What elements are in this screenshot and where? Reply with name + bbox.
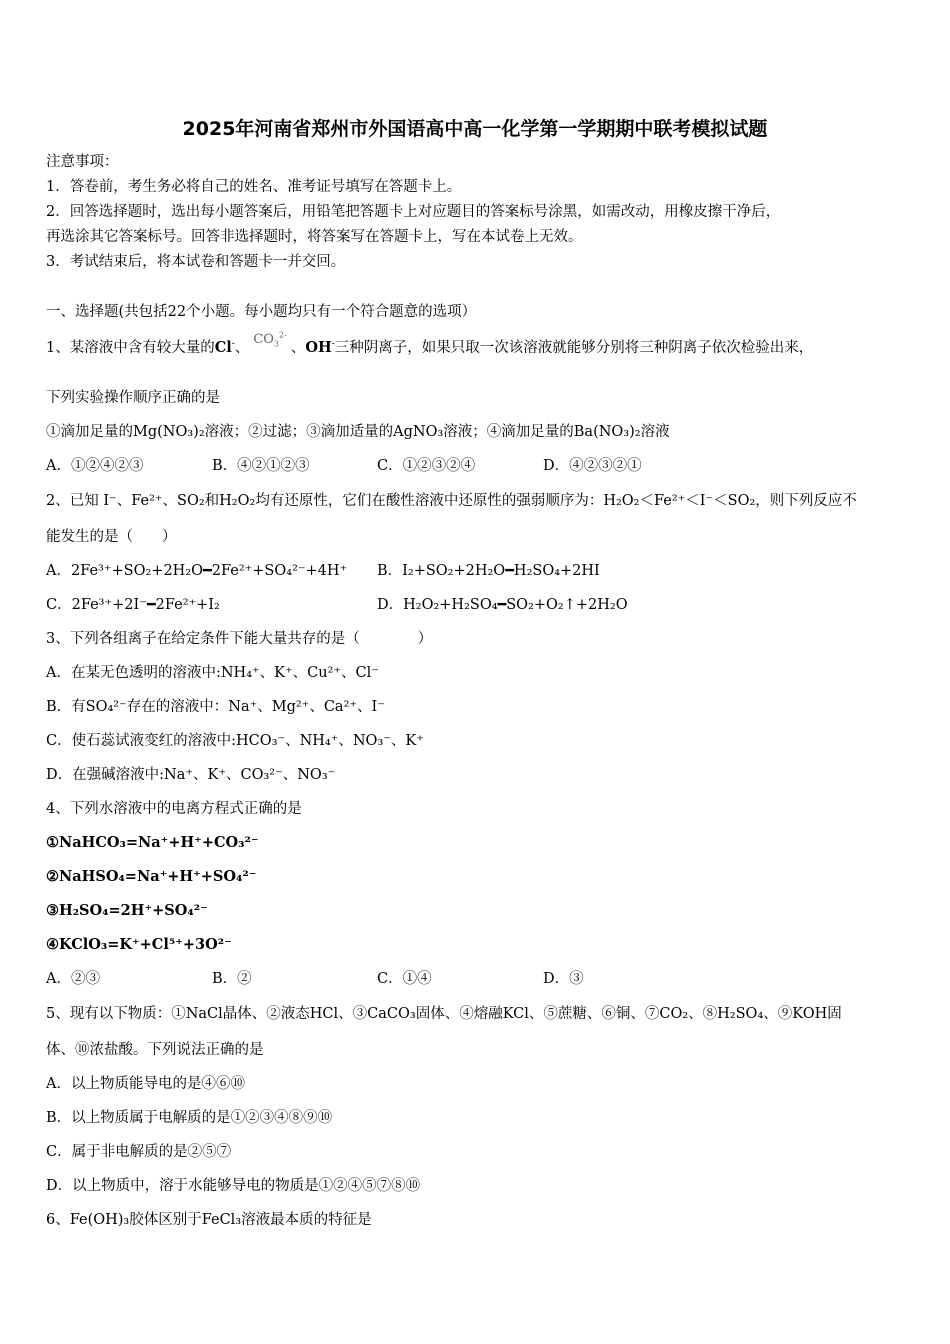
q5-line2: 体、⑩浓盐酸。下列说法正确的是 <box>46 1042 264 1058</box>
q3-option-d: D．在强碱溶液中:Na⁺、K⁺、CO₃²⁻、NO₃⁻ <box>46 767 336 783</box>
q5-option-a: A．以上物质能导电的是④⑥⑩ <box>46 1076 245 1092</box>
q5-option-c: C．属于非电解质的是②⑤⑦ <box>46 1144 232 1160</box>
q1-post: 三种阴离子，如果只取一次该溶液就能够分别将三种阴离子依次检验出来， <box>334 340 814 356</box>
q2-line1: 2、已知 I⁻、Fe²⁺、SO₂和H₂O₂均有还原性，它们在酸性溶液中还原性的强弱顺序为：H₂O₂＜Fe²⁺＜I⁻＜SO₂，则下列反应不 <box>46 493 857 509</box>
notice-item-2b: 再选涂其它答案标号。回答非选择题时，将答案写在答题卡上，写在本试卷上无效。 <box>46 229 583 245</box>
q2-option-d: D．H₂O₂+H₂SO₄━SO₂+O₂↑+2H₂O <box>377 597 628 613</box>
notice-item-3: 3．考试结束后，将本试卷和答题卡一并交回。 <box>46 254 346 270</box>
q2-option-a: A．2Fe³⁺+SO₂+2H₂O━2Fe²⁺+SO₄²⁻+4H⁺ <box>46 563 348 579</box>
q1-cl: Cl <box>214 339 232 356</box>
q4-eq-1: ①NaHCO₃=Na⁺+H⁺+CO₃²⁻ <box>46 834 259 851</box>
q1-option-d: D．④②③②① <box>543 458 642 474</box>
q2-option-b: B．I₂+SO₂+2H₂O━H₂SO₄+2HI <box>377 563 600 579</box>
q4-option-b: B．② <box>212 971 252 987</box>
q3-stem: 3、下列各组离子在给定条件下能大量共存的是（ ） <box>46 631 433 647</box>
notice-heading: 注意事项： <box>46 154 119 170</box>
q4-stem: 4、下列水溶液中的电离方程式正确的是 <box>46 801 302 817</box>
q1-steps: ①滴加足量的Mg(NO₃)₂溶液；②过滤；③滴加适量的AgNO₃溶液；④滴加足量的Ba(NO₃)₂溶液 <box>46 424 670 440</box>
q1-sep1: 、 <box>234 340 250 356</box>
q1-co3-formula: $CO_3^{2-}$ <box>253 330 287 349</box>
q4-option-c: C．①④ <box>377 971 432 987</box>
q2-line2: 能发生的是（ ） <box>46 529 177 545</box>
q1-option-a: A．①②④②③ <box>46 458 144 474</box>
q4-option-a: A．②③ <box>46 971 100 987</box>
q4-option-d: D．③ <box>543 971 584 987</box>
page-title: 2025年河南省郑州市外国语高中高一化学第一学期期中联考模拟试题 <box>182 118 768 140</box>
q5-option-b: B．以上物质属于电解质的是①②③④⑧⑨⑩ <box>46 1110 333 1126</box>
q1-option-c: C．①②③②④ <box>377 458 476 474</box>
q5-option-d: D．以上物质中，溶于水能够导电的物质是①②④⑤⑦⑧⑩ <box>46 1178 421 1194</box>
q5-line1: 5、现有以下物质：①NaCl晶体、②液态HCl、③CaCO₃固体、④熔融KCl、⑤蔗糖、⑥铜、⑦CO₂、⑧H₂SO₄、⑨KOH固 <box>46 1006 842 1022</box>
q6-stem: 6、Fe(OH)₃胶体区别于FeCl₃溶液最本质的特征是 <box>46 1212 372 1228</box>
q3-option-a: A．在某无色透明的溶液中:NH₄⁺、K⁺、Cu²⁺、Cl⁻ <box>46 665 379 681</box>
notice-item-1: 1．答卷前，考生务必将自己的姓名、准考证号填写在答题卡上。 <box>46 179 462 195</box>
notice-item-2a: 2．回答选择题时，选出每小题答案后，用铅笔把答题卡上对应题目的答案标号涂黑，如需改动，用橡皮擦干净后， <box>46 204 781 220</box>
q1-line2: 下列实验操作顺序正确的是 <box>46 390 220 406</box>
q3-option-b: B．有SO₄²⁻存在的溶液中：Na⁺、Mg²⁺、Ca²⁺、I⁻ <box>46 699 385 715</box>
q4-eq-3: ③H₂SO₄=2H⁺+SO₄²⁻ <box>46 902 208 919</box>
q2-option-c: C．2Fe³⁺+2I⁻━2Fe²⁺+I₂ <box>46 597 220 613</box>
q4-eq-2: ②NaHSO₄=Na⁺+H⁺+SO₄²⁻ <box>46 868 257 885</box>
q1-pre: 1、某溶液中含有较大量的 <box>46 340 215 356</box>
q1-oh: OH <box>305 339 332 356</box>
q3-option-c: C．使石蕊试液变红的溶液中:HCO₃⁻、NH₄⁺、NO₃⁻、K⁺ <box>46 733 424 749</box>
q1-stem: 1、某溶液中含有较大量的Cl-、$CO_3^{2-}$、OH-三种阴离子，如果只取一次该溶液就能够分别将三种阴离子依次检验出来， <box>46 330 814 356</box>
q4-eq-4: ④KClO₃=K⁺+Cl⁵⁺+3O²⁻ <box>46 936 232 953</box>
section-heading: 一、选择题(共包括22个小题。每小题均只有一个符合题意的选项） <box>46 304 477 320</box>
q1-sep2: 、 <box>290 340 306 356</box>
q1-option-b: B．④②①②③ <box>212 458 310 474</box>
